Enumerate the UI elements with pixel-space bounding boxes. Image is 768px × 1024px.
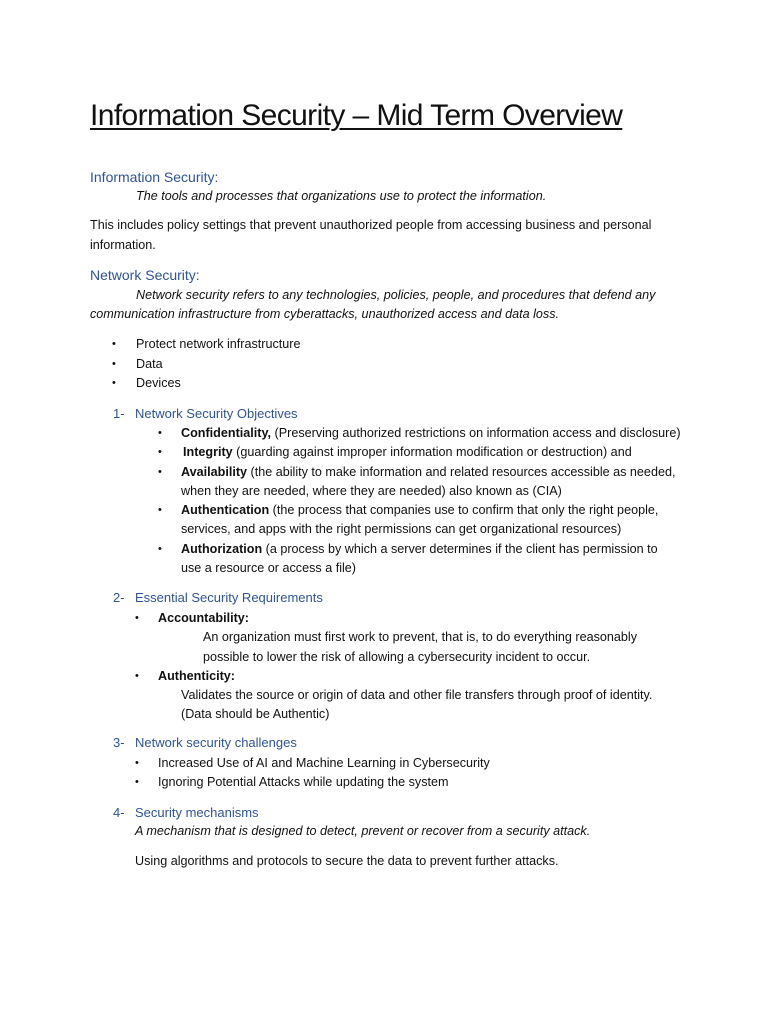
objectives-list — [158, 424, 698, 578]
security-mechanisms-body: Using algorithms and protocols to secure the data to prevent further attacks. — [135, 854, 559, 868]
bullet-icon: • — [158, 542, 162, 555]
info-security-body-line2: information. — [90, 238, 156, 252]
security-mechanisms-definition: A mechanism that is designed to detect, prevent or recover from a security attack. — [135, 824, 591, 838]
section-2-heading: 2- Essential Security Requirements — [113, 590, 323, 605]
list-item: • Increased Use of AI and Machine Learning in Cybersecurity — [135, 754, 635, 773]
bullet-icon: • — [135, 776, 139, 789]
info-security-body-line1: This includes policy settings that prevent unauthorized people from accessing business and personal — [90, 218, 652, 232]
bullet-icon: • — [135, 757, 139, 769]
list-item: • Devices — [112, 374, 512, 394]
list-item: • Authenticity: — [135, 667, 695, 686]
list-item-body: Validates the source or origin of data and other file transfers through proof of identity. (Data should be Authentic) — [181, 688, 653, 722]
network-security-definition-line1: Network security refers to any technologies, policies, people, and procedures that defend any — [136, 288, 656, 302]
bullet-icon: • — [112, 357, 116, 370]
list-item-body: An organization must first work to prevent, that is, to do everything reasonably possible to lower the risk of allowing a cybersecurity incident to occur. — [203, 630, 638, 664]
bullet-icon: • — [112, 377, 116, 389]
network-security-bullet-list — [112, 335, 512, 394]
list-item: • Confidentiality, (Preserving authorized restrictions on information access and disclosure) — [158, 424, 698, 443]
list-item: • Integrity (guarding against improper information modification or destruction) and — [158, 443, 698, 462]
section-1-heading: 1- Network Security Objectives — [113, 406, 298, 421]
section-4-heading: 4- Security mechanisms — [113, 805, 259, 820]
bullet-icon: • — [158, 504, 162, 517]
list-item: • Data — [112, 355, 512, 375]
list-item: • Authorization (a process by which a server determines if the client has permission to use a resource or access a file) — [158, 541, 658, 576]
bullet-icon: • — [158, 446, 162, 459]
section-3-heading: 3- Network security challenges — [113, 735, 297, 750]
network-security-heading: Network Security: — [90, 267, 200, 283]
bullet-icon: • — [158, 427, 162, 439]
list-item: • Ignoring Potential Attacks while updating the system — [135, 773, 635, 792]
network-security-definition-line2: communication infrastructure from cyberattacks, unauthorized access and data loss. — [90, 307, 559, 321]
requirements-list — [135, 609, 695, 725]
list-item: • Accountability: — [135, 609, 695, 628]
list-item: • Authentication (the process that companies use to confirm that only the right people, services, and apps with the right permissions can get organizational resources) — [158, 503, 659, 537]
list-item: • Protect network infrastructure — [112, 335, 512, 355]
info-security-definition: The tools and processes that organizations use to protect the information. — [136, 189, 547, 203]
bullet-icon: • — [158, 465, 162, 478]
bullet-icon: • — [135, 669, 139, 682]
bullet-icon: • — [135, 612, 139, 624]
list-item: • Availability (the ability to make information and related resources accessible as needed, when they are needed, where they are needed) also known as (CIA) — [158, 464, 676, 498]
page-title: Information Security – Mid Term Overview — [90, 99, 623, 132]
bullet-icon: • — [112, 338, 116, 350]
info-security-heading: Information Security: — [90, 169, 219, 185]
challenges-list — [135, 754, 635, 793]
